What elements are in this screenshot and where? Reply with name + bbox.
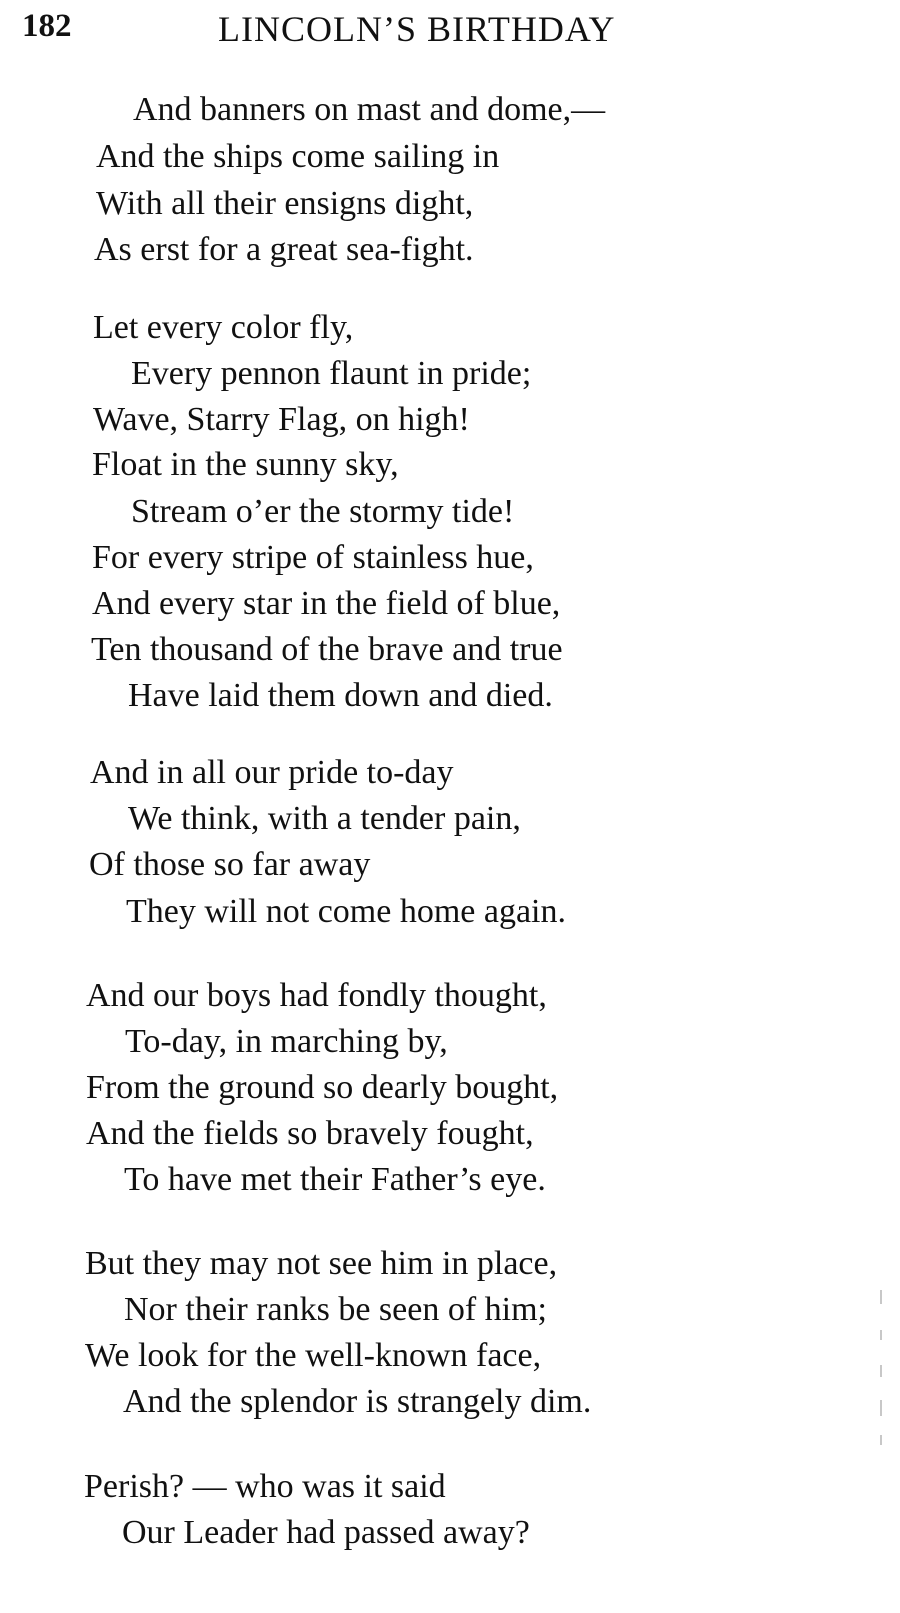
running-title: LINCOLN’S BIRTHDAY <box>218 9 616 49</box>
poem-line: And in all our pride to-day <box>90 754 454 791</box>
poem-line: Stream o’er the stormy tide! <box>131 493 515 530</box>
poem-line: For every stripe of stainless hue, <box>92 539 534 576</box>
poem-line: From the ground so dearly bought, <box>86 1069 559 1106</box>
poem-line: To have met their Father’s eye. <box>124 1161 546 1198</box>
poem-line: Every pennon flaunt in pride; <box>131 355 532 392</box>
scan-artifact <box>880 1290 882 1304</box>
poem-line: Wave, Starry Flag, on high! <box>93 401 470 438</box>
poem-line: To-day, in marching by, <box>125 1023 448 1060</box>
poem-line: And every star in the field of blue, <box>92 585 561 622</box>
page-number: 182 <box>22 8 72 44</box>
poem-line: Of those so far away <box>89 846 371 883</box>
poem-line: Float in the sunny sky, <box>92 446 399 483</box>
poem-line: We think, with a tender pain, <box>128 800 521 837</box>
poem-line: Let every color fly, <box>93 309 354 346</box>
poem-line: As erst for a great sea-fight. <box>94 231 474 268</box>
poem-line: And the splendor is strangely dim. <box>123 1383 592 1420</box>
poem-line: And the ships come sailing in <box>96 138 500 175</box>
poem-line: We look for the well-known face, <box>85 1337 542 1374</box>
poem-line: Ten thousand of the brave and true <box>91 631 563 668</box>
poem-line: With all their ensigns dight, <box>96 185 474 222</box>
poem-line: And banners on mast and dome,— <box>133 91 606 128</box>
poem-line: They will not come home again. <box>126 893 566 930</box>
poem-line: But they may not see him in place, <box>85 1245 558 1282</box>
poem-line: Our Leader had passed away? <box>122 1514 530 1551</box>
scan-artifact <box>880 1400 882 1416</box>
scan-artifact <box>880 1435 882 1445</box>
poem-line: Have laid them down and died. <box>128 677 553 714</box>
scan-artifact <box>880 1330 882 1340</box>
poem-line: Perish? — who was it said <box>84 1468 446 1505</box>
scan-artifact <box>880 1365 882 1377</box>
poem-line: Nor their ranks be seen of him; <box>124 1291 547 1328</box>
poem-line: And the fields so bravely fought, <box>86 1115 534 1152</box>
poem-line: And our boys had fondly thought, <box>86 977 547 1014</box>
